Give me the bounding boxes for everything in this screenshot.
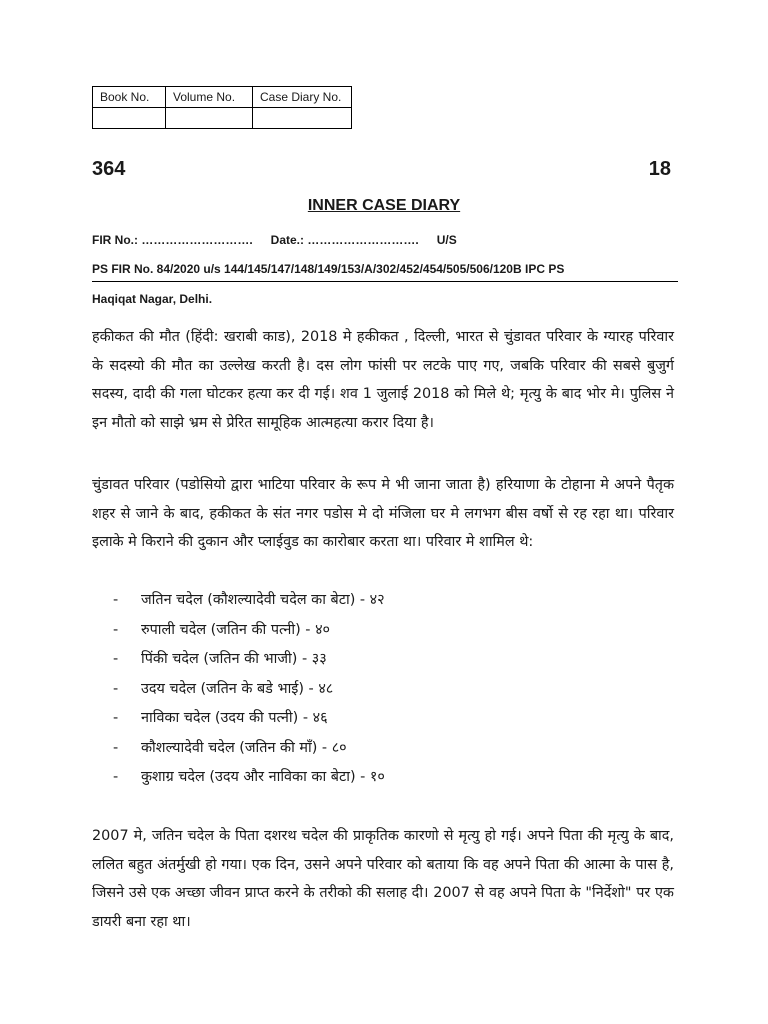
- list-item: - उदय चदेल (जतिन के बडे भाई) - ४८: [113, 680, 334, 697]
- fir-line: [92, 233, 457, 247]
- table-value-row: [93, 108, 352, 129]
- page-number-right: 18: [648, 158, 671, 180]
- book-volume-table: [92, 86, 352, 129]
- fir-us: U/S: [436, 233, 457, 247]
- paragraph-2: चुंडावत परिवार (पडोसियो द्वारा भाटिया परिवार के रूप मे भी जाना जाता है) हरियाणा के टोहाना मे अपने पैतृक शहर से जाने के बाद, हकीकत के संत नगर पडोस मे दो मंजिला घर मे लगभग बीस वर्षो से रह रहा था। परिवार इलाके मे किराने की दुकान और प्लाईवुड का कारोबार करता था। परिवार मे शामिल थे:: [92, 477, 674, 550]
- book-no-header: Book No.: [93, 87, 166, 108]
- member-name: कुशाग्र चदेल (उदय और नाविका का बेटा) - १०: [141, 769, 385, 785]
- table-header-row: [93, 87, 352, 108]
- case-diary-no-header: Case Diary No.: [253, 87, 352, 108]
- member-name: उदय चदेल (जतिन के बडे भाई) - ४८: [141, 680, 334, 697]
- fir-no: FIR No.: ……………………….: [92, 233, 253, 247]
- paragraph-3: 2007 मे, जतिन चदेल के पिता दशरथ चदेल की प्राकृतिक कारणो से मृत्यु हो गई। अपने पिता की मृत्यु के बाद, ललित बहुत अंतर्मुखी हो गया। एक दिन, उसने अपने परिवार को बताया कि वह अपने पिता की आत्मा के पास है, जिसने उसे एक अच्छा जीवन प्राप्त करने के तरीको की सलाह दी। 2007 से वह अपने पिता के "निर्देशो" पर एक डायरी बना रहा था।: [92, 828, 674, 930]
- list-item: - नाविका चदेल (उदय की पत्नी) - ४६: [113, 710, 328, 726]
- location-line: Haqiqat Nagar, Delhi.: [92, 292, 213, 306]
- page-title-text: INNER CASE DIARY: [307, 197, 461, 214]
- member-name: पिंकी चदेल (जतिन की भाजी) - ३३: [141, 651, 327, 667]
- member-name: कौशल्यादेवी चदेल (जतिन की माँ) - ८०: [141, 739, 347, 756]
- volume-no-header: Volume No.: [166, 87, 253, 108]
- ps-fir-line: PS FIR No. 84/2020 u/s 144/145/147/148/149/153/A/302/452/454/505/506/120B IPC PS: [92, 262, 565, 276]
- volume-no-value: [166, 108, 253, 129]
- fir-date: Date.: ……………………….: [270, 233, 419, 247]
- member-name: नाविका चदेल (उदय की पत्नी) - ४६: [141, 710, 328, 726]
- case-diary-no-value: [253, 108, 352, 129]
- page-number-left: 364: [92, 158, 126, 180]
- book-no-value: [93, 108, 166, 129]
- member-list: [113, 586, 385, 793]
- divider: [92, 281, 678, 282]
- member-name: जतिन चदेल (कौशल्यादेवी चदेल का बेटा) - ४२: [141, 592, 385, 608]
- list-item: - जतिन चदेल (कौशल्यादेवी चदेल का बेटा) - ४२: [113, 592, 385, 608]
- list-item: - रुपाली चदेल (जतिन की पत्नी) - ४०: [113, 621, 331, 638]
- list-item: - कुशाग्र चदेल (उदय और नाविका का बेटा) - १०: [113, 769, 385, 785]
- member-name: रुपाली चदेल (जतिन की पत्नी) - ४०: [141, 621, 331, 638]
- page-title: [0, 197, 768, 215]
- list-item: - कौशल्यादेवी चदेल (जतिन की माँ) - ८०: [113, 739, 347, 756]
- list-item: - पिंकी चदेल (जतिन की भाजी) - ३३: [113, 651, 327, 667]
- paragraph-1: हकीकत की मौत (हिंदी: खराबी काड), 2018 मे हकीकत , दिल्ली, भारत से चुंडावत परिवार के ग्यारह परिवार के सदस्यो की मौत का उल्लेख करती है। दस लोग फांसी पर लटके पाए गए, जबकि परिवार की सबसे बुजुर्ग सदस्य, दादी की गला घोटकर हत्या कर दी गई। शव 1 जुलाई 2018 को मिले थे; मृत्यु के बाद भोर मे। पुलिस ने इन मौतो को साझे भ्रम से प्रेरित सामूहिक आत्महत्या करार दिया है।: [92, 329, 674, 431]
